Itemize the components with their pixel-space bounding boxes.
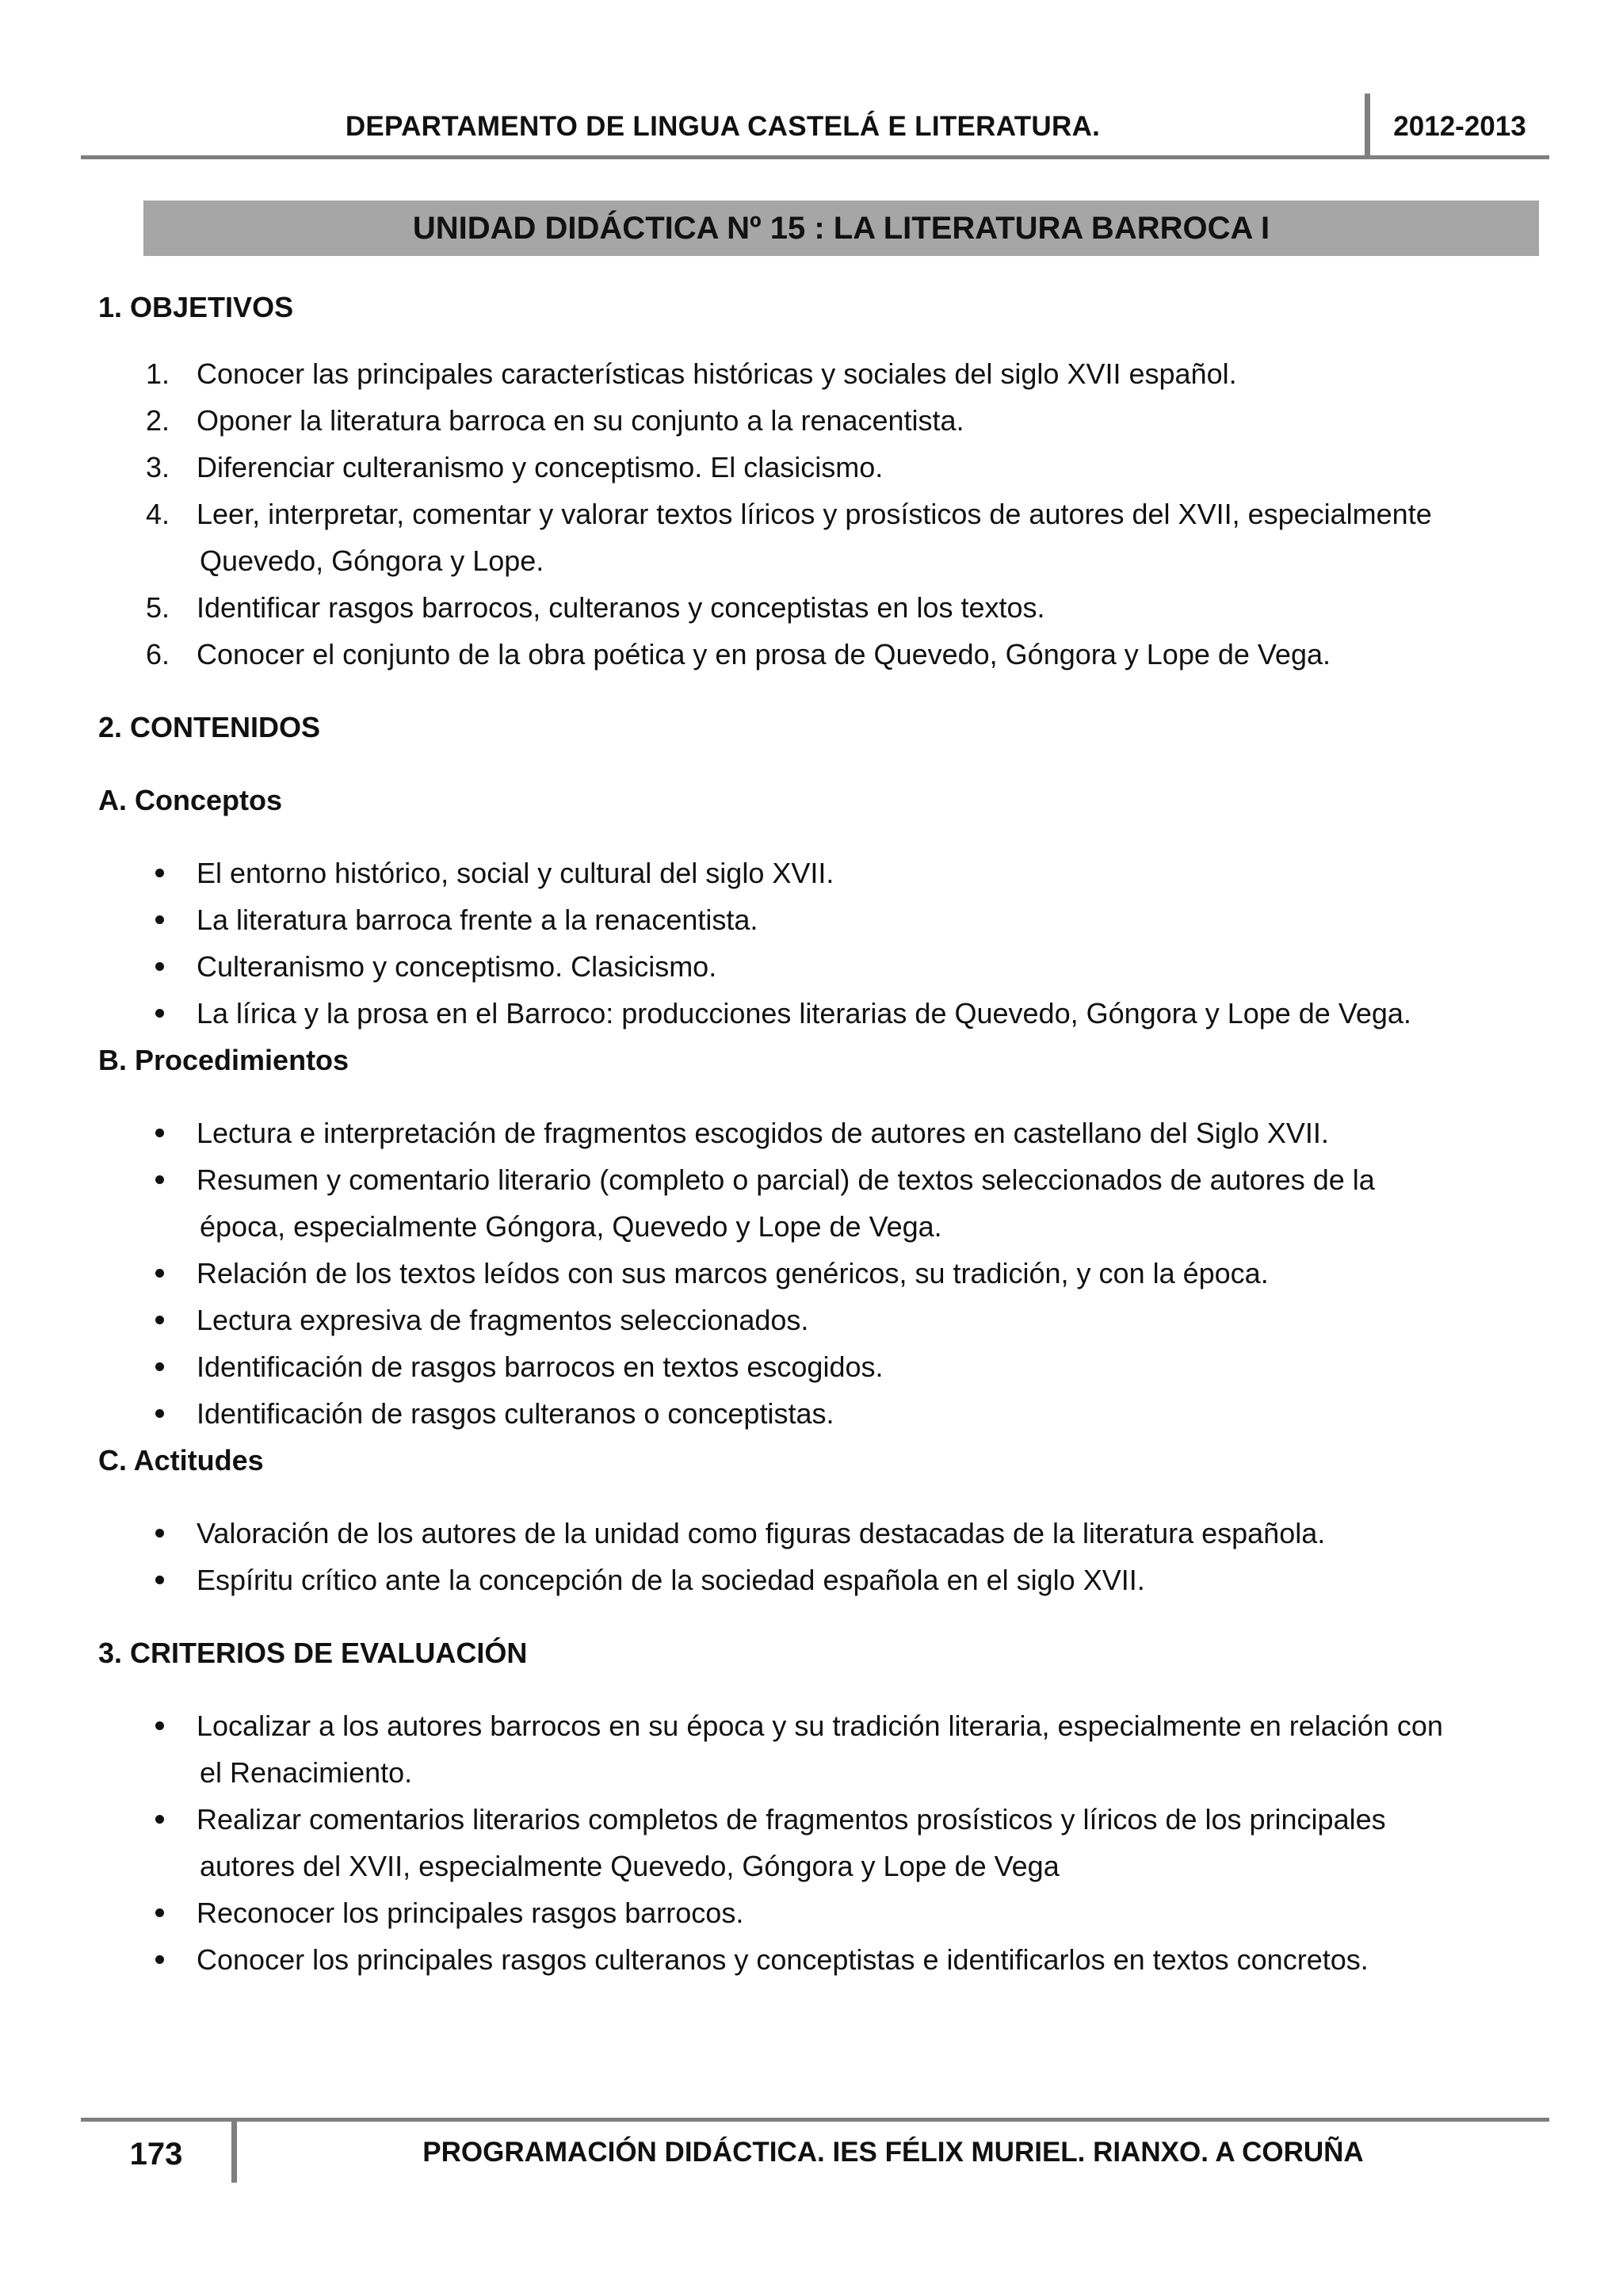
item-number: 4.	[146, 498, 170, 530]
header-divider	[1365, 94, 1370, 159]
list-item	[98, 444, 1517, 491]
footer-institution: PROGRAMACIÓN DIDÁCTICA. IES FÉLIX MURIEL. RIANXO. A CORUÑA	[422, 2137, 1364, 2168]
item-number: 2.	[146, 404, 170, 437]
list-item	[98, 397, 1517, 444]
item-text: época, especialmente Góngora, Quevedo y Lope de Vega.	[200, 1210, 942, 1243]
list-item	[98, 1796, 1517, 1889]
item-text: Localizar a los autores barrocos en su época y su tradición literaria, especialmente en relación con	[197, 1710, 1443, 1742]
item-text: Lectura expresiva de fragmentos seleccionados.	[197, 1304, 809, 1336]
list-item	[98, 896, 1517, 943]
list-item	[98, 990, 1517, 1037]
list-item	[98, 491, 1517, 584]
list-item	[98, 1343, 1517, 1390]
item-text: Oponer la literatura barroca en su conjunto a la renacentista.	[197, 404, 964, 437]
list-item	[98, 1557, 1517, 1603]
criterios-list	[98, 1702, 1517, 1983]
actitudes-heading: C. Actitudes	[98, 1444, 264, 1477]
item-text: La lírica y la prosa en el Barroco: producciones literarias de Quevedo, Góngora y Lope de Vega.	[197, 997, 1411, 1030]
list-item	[98, 1889, 1517, 1936]
page-header	[81, 94, 1549, 162]
footer-rule	[81, 2118, 1549, 2122]
procedimientos-list	[98, 1110, 1517, 1437]
item-text: Identificar rasgos barrocos, culteranos y conceptistas en los textos.	[197, 591, 1045, 624]
page-footer	[81, 2118, 1549, 2189]
conceptos-list	[98, 850, 1517, 1037]
department-title: DEPARTAMENTO DE LINGUA CASTELÁ E LITERATURA.	[345, 111, 1101, 142]
list-item	[98, 1702, 1517, 1796]
item-text: Conocer los principales rasgos culteranos y conceptistas e identificarlos en textos concretos.	[197, 1943, 1369, 1976]
item-text: Realizar comentarios literarios completos de fragmentos prosísticos y líricos de los principales	[197, 1803, 1386, 1836]
item-text: autores del XVII, especialmente Quevedo, Góngora y Lope de Vega	[200, 1850, 1060, 1882]
list-item	[98, 631, 1517, 678]
list-item	[98, 850, 1517, 896]
section-criterios-heading: 3. CRITERIOS DE EVALUACIÓN	[98, 1637, 528, 1669]
page-number: 173	[129, 2137, 183, 2172]
item-text: Quevedo, Góngora y Lope.	[200, 544, 544, 577]
item-text: Valoración de los autores de la unidad como figuras destacadas de la literatura española.	[197, 1517, 1326, 1549]
header-rule	[81, 155, 1549, 159]
item-text: Lectura e interpretación de fragmentos escogidos de autores en castellano del Siglo XVII.	[197, 1117, 1329, 1149]
list-item	[98, 1390, 1517, 1437]
item-text: Relación de los textos leídos con sus marcos genéricos, su tradición, y con la época.	[197, 1257, 1269, 1289]
list-item	[98, 1156, 1517, 1250]
procedimientos-heading: B. Procedimientos	[98, 1044, 349, 1076]
list-item	[98, 943, 1517, 990]
item-text: El entorno histórico, social y cultural del siglo XVII.	[197, 857, 834, 889]
unit-title: UNIDAD DIDÁCTICA Nº 15 : LA LITERATURA BARROCA I	[143, 201, 1539, 256]
section-objetivos-heading: 1. OBJETIVOS	[98, 291, 294, 323]
item-text: Diferenciar culteranismo y conceptismo. El clasicismo.	[197, 451, 884, 483]
list-item	[98, 1510, 1517, 1557]
list-item	[98, 1297, 1517, 1343]
item-text: La literatura barroca frente a la renacentista.	[197, 904, 758, 936]
item-text: Conocer el conjunto de la obra poética y en prosa de Quevedo, Góngora y Lope de Vega.	[197, 638, 1331, 670]
item-text: Culteranismo y conceptismo. Clasicismo.	[197, 950, 717, 983]
item-text: Identificación de rasgos barrocos en textos escogidos.	[197, 1350, 884, 1383]
list-item	[98, 1936, 1517, 1983]
list-item	[98, 584, 1517, 631]
list-item	[98, 1110, 1517, 1156]
document-body	[98, 284, 1517, 1983]
actitudes-list	[98, 1510, 1517, 1603]
school-year: 2012-2013	[1393, 111, 1526, 142]
item-number: 5.	[146, 591, 170, 624]
item-text: Conocer las principales características históricas y sociales del siglo XVII español.	[197, 357, 1237, 390]
item-text: Identificación de rasgos culteranos o conceptistas.	[197, 1397, 834, 1430]
list-item	[98, 1250, 1517, 1297]
footer-divider	[231, 2119, 237, 2183]
item-text: Resumen y comentario literario (completo o parcial) de textos seleccionados de autores de la	[197, 1163, 1375, 1196]
item-text: el Renacimiento.	[200, 1756, 413, 1789]
item-number: 6.	[146, 638, 170, 670]
item-text: Reconocer los principales rasgos barrocos.	[197, 1897, 744, 1929]
conceptos-heading: A. Conceptos	[98, 784, 283, 816]
item-text: Espíritu crítico ante la concepción de la sociedad española en el siglo XVII.	[197, 1564, 1145, 1596]
item-number: 1.	[146, 357, 170, 390]
section-contenidos-heading: 2. CONTENIDOS	[98, 711, 321, 743]
item-text: Leer, interpretar, comentar y valorar textos líricos y prosísticos de autores del XVII, especialmente	[197, 498, 1432, 530]
objetivos-list	[98, 350, 1517, 678]
list-item	[98, 350, 1517, 397]
item-number: 3.	[146, 451, 170, 483]
